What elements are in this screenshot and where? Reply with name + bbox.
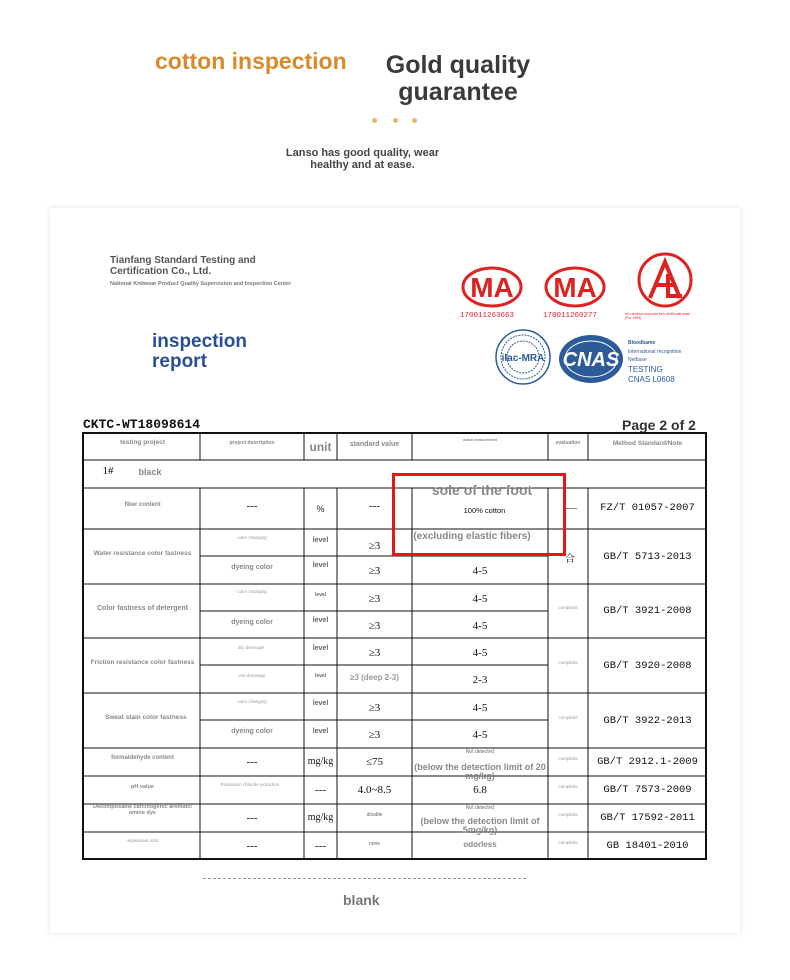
item-amine: Decomposable carcinogenic aromatic amine dye (92, 804, 193, 816)
formaldehyde-result: (below the detection limit of 20 mg/kg) (414, 762, 546, 781)
amine-result: (below the detection limit of 5mg/kg) (420, 816, 540, 835)
item-formaldehyde: formaldehyde content (111, 755, 174, 761)
fiber-desc: --- (246, 500, 258, 512)
svg-text:ilac-MRA: ilac-MRA (501, 353, 545, 364)
cma-seal-2-icon (543, 264, 607, 312)
water-result: 4-5 (472, 565, 488, 577)
item-fiber-content: fiber content (124, 502, 161, 508)
formaldehyde-result-top: Not detected (465, 749, 495, 755)
detergent-std-2: ≥3 (368, 620, 381, 632)
water-desc-1: color changing (237, 535, 267, 540)
blank-divider (203, 878, 526, 879)
header-method: Method Standard/Note (612, 440, 683, 447)
sweat-std-1: ≥3 (368, 702, 381, 714)
formaldehyde-std: ≤75 (365, 756, 384, 768)
odor-result: odorless (463, 840, 497, 849)
water-std-2: ≥3 (368, 565, 381, 577)
friction-result-2: 2-3 (472, 674, 488, 686)
fiber-result-title: sole of the foot (431, 482, 533, 498)
formaldehyde-unit: mg/kg (307, 756, 334, 767)
water-desc-2: dyeing color (231, 564, 273, 571)
water-method: GB/T 5713-2013 (603, 551, 692, 563)
banner-title: Gold quality guarantee (385, 51, 531, 106)
highlight-callout (392, 473, 566, 556)
friction-eval: compliant (558, 660, 578, 665)
organization-name: Tianfang Standard Testing and Certification Co., Ltd. (110, 255, 256, 277)
detergent-std-1: ≥3 (368, 593, 381, 605)
fiber-eval: — (566, 502, 577, 514)
sample-color: black (138, 467, 162, 477)
header-actual-measurement: actual measurement (463, 438, 497, 442)
sweat-desc-1: color changing (237, 699, 267, 704)
amine-method: GB/T 17592-2011 (600, 812, 695, 824)
cma-seal-1-icon (460, 264, 524, 312)
odor-unit: --- (315, 840, 326, 852)
detergent-unit-2: level (312, 617, 329, 624)
ph-eval: compliant (558, 784, 578, 789)
friction-std-1: ≥3 (368, 647, 381, 659)
fiber-method: FZ/T 01057-2007 (600, 502, 695, 514)
ph-unit: --- (315, 784, 326, 796)
amine-unit: mg/kg (307, 812, 334, 823)
ph-method: GB/T 7573-2009 (603, 784, 692, 796)
cnas-logo-icon (557, 333, 625, 385)
sweat-std-2: ≥3 (368, 729, 381, 741)
cal-seal-icon (636, 252, 694, 308)
item-ph: pH value (131, 784, 154, 790)
fiber-result-note: (excluding elastic fibers) (413, 531, 531, 542)
sweat-result-1: 4-5 (472, 702, 488, 714)
friction-unit-2: level (314, 673, 327, 679)
detergent-desc-2: dyeing color (231, 619, 273, 626)
formaldehyde-desc: --- (246, 756, 258, 768)
item-friction: Friction resistance color fastness (90, 659, 195, 666)
detergent-eval: compliant (558, 605, 578, 610)
ph-std: 4.0~8.5 (357, 784, 392, 796)
banner-label: cotton inspection (155, 48, 347, 74)
water-eval: 合 (565, 554, 575, 565)
odor-desc: --- (246, 840, 258, 852)
banner-tagline: Lanso has good quality, wear healthy and at ease. (285, 147, 440, 171)
item-water: Water resistance color fastness (93, 550, 192, 557)
sweat-unit-2: level (312, 728, 329, 735)
organization-subtitle: National Knitwear Product Quality Supervision and Inspection Center (110, 281, 292, 287)
banner-dot-3 (412, 118, 417, 123)
amine-desc: --- (246, 812, 258, 824)
water-std-1: ≥3 (368, 540, 381, 552)
sweat-method: GB/T 3922-2013 (603, 715, 692, 727)
sample-id: 1# (102, 465, 114, 477)
page-number: Page 2 of 2 (622, 417, 696, 433)
detergent-result-1: 4-5 (472, 593, 488, 605)
cal-caption: hk Landbou erripeide ben certificatie mark (For 1999) (625, 312, 691, 320)
friction-unit-1: level (312, 645, 329, 652)
sweat-desc-2: dyeing color (231, 728, 273, 735)
header-standard-value: standard value (349, 441, 400, 448)
header-project-description: project description (229, 440, 275, 446)
odor-eval: compliant (558, 840, 578, 845)
water-unit-1: level (312, 537, 329, 544)
header-testing-project: testing project (120, 439, 165, 446)
cma-number-1: 170011263663 (460, 312, 515, 320)
friction-method: GB/T 3920-2008 (603, 660, 692, 672)
detergent-desc-1: color changing (237, 589, 267, 594)
detergent-method: GB/T 3921-2008 (603, 605, 692, 617)
svg-text:MA: MA (470, 272, 514, 303)
item-detergent: Color fastness of detergent (96, 605, 188, 612)
fiber-result: 100% cotton (463, 506, 506, 515)
fiber-unit: % (316, 504, 325, 514)
amine-eval: compliant (558, 812, 578, 817)
amine-std: disable (366, 812, 383, 818)
report-code: CKTC-WT18098614 (83, 417, 201, 432)
detergent-result-2: 4-5 (472, 620, 488, 632)
header-evaluation: evaluation (555, 440, 581, 446)
sweat-unit-1: level (312, 700, 329, 707)
cma-number-2: 170011260277 (543, 312, 598, 320)
friction-desc-2: wet dressage (238, 673, 266, 678)
amine-result-top: Not detected (465, 805, 495, 811)
sweat-eval: compliant (558, 715, 578, 720)
svg-text:MA: MA (553, 272, 597, 303)
friction-desc-1: dry dressage (238, 645, 265, 650)
blank-label: blank (343, 892, 380, 908)
detergent-unit-1: level (314, 592, 327, 598)
item-odor: unpleasant odor (126, 838, 159, 843)
header-unit: unit (309, 440, 332, 454)
formaldehyde-method: GB/T 2912.1-2009 (597, 756, 698, 768)
banner-dot-1 (372, 118, 377, 123)
friction-result-1: 4-5 (472, 647, 488, 659)
ph-desc: Potassium chloride extraction (220, 782, 280, 787)
item-sweat: Sweat stain color fastness (105, 714, 187, 721)
cnas-info: Bloodbame International recognition Netbase TESTING CNAS L0608 (628, 340, 682, 384)
fiber-standard: --- (369, 500, 380, 512)
water-unit-2: level (312, 562, 329, 569)
report-title: inspection report (152, 331, 248, 372)
ph-result: 6.8 (473, 784, 487, 796)
ilac-mra-icon (494, 325, 552, 389)
friction-std-2: ≥3 (deep 2-3) (350, 673, 399, 682)
odor-method: GB 18401-2010 (606, 840, 689, 852)
formaldehyde-eval: compliant (558, 756, 578, 761)
svg-text:CNAS: CNAS (562, 349, 620, 371)
banner-dot-2 (393, 118, 398, 123)
odor-std: none (368, 841, 381, 847)
sweat-result-2: 4-5 (472, 729, 488, 741)
